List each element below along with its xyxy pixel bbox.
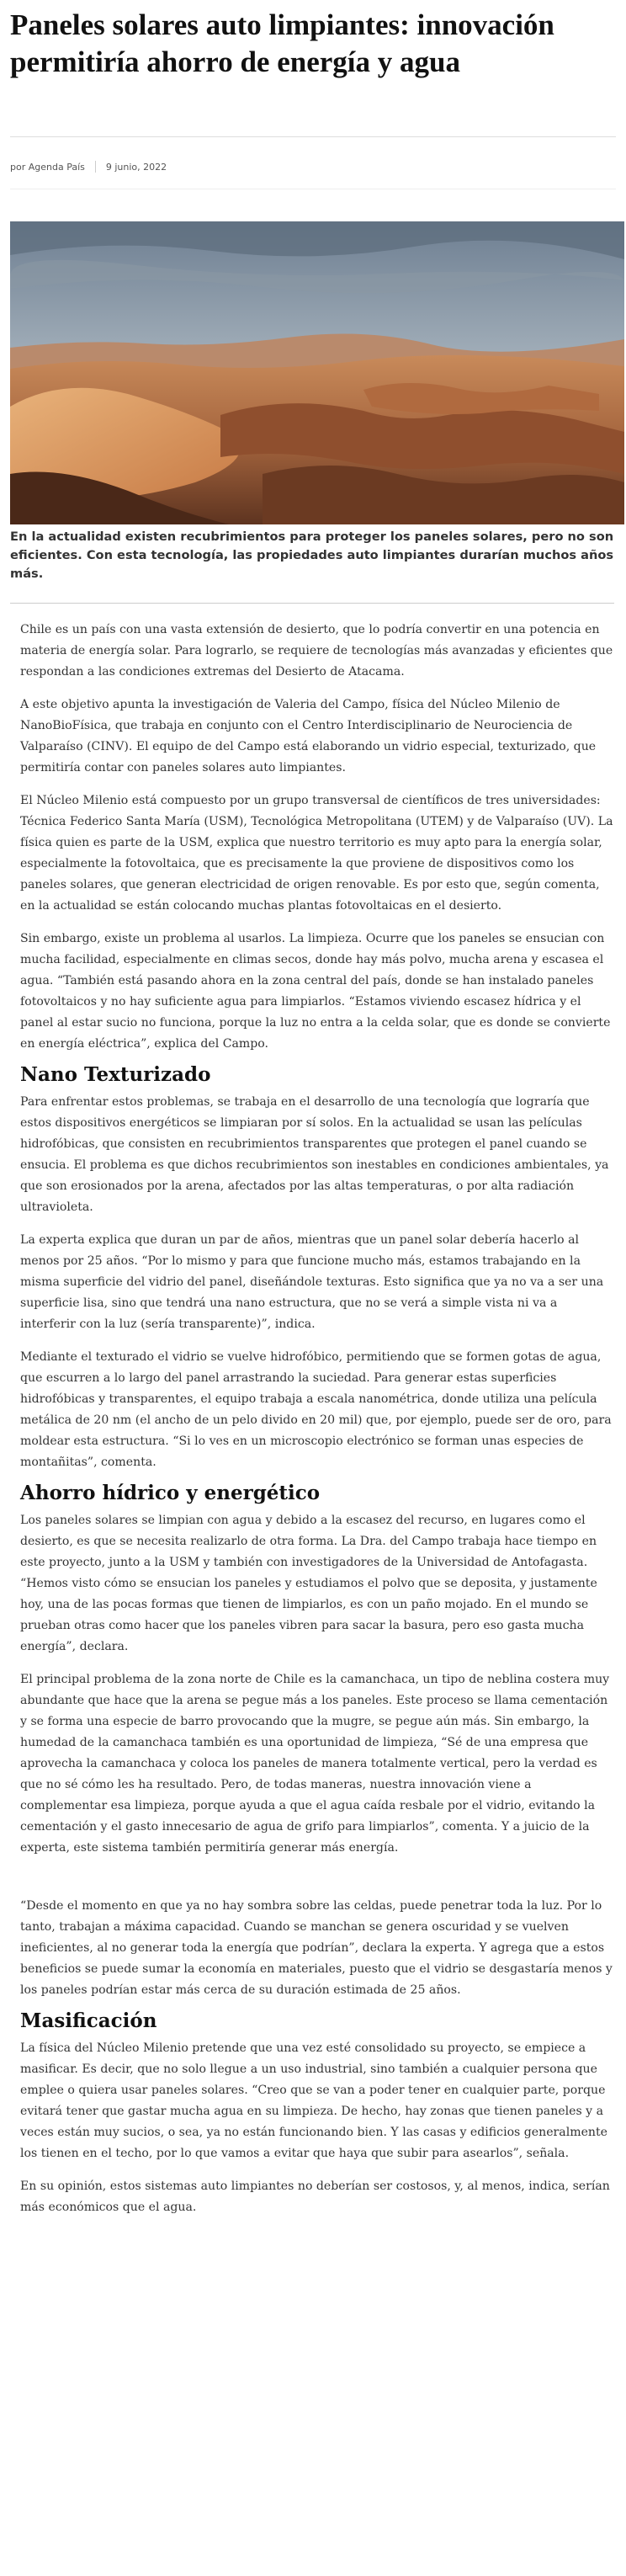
paragraph: A este objetivo apunta la investigación de Valeria del Campo, física del Núcleo Milenio de NanoBioFísica, que trabaja en conjunto con el Centro Interdisciplinario de Neurociencia de Valparaíso (CINV). El equipo de del Campo está elaborando un vidrio especial, texturizado, que permitiría contar con paneles solares auto limpiantes. xyxy=(20,698,597,774)
article-title: Paneles solares auto limpiantes: innovación permitiría ahorro de energía y agua xyxy=(10,8,554,78)
paragraph: El principal problema de la zona norte de Chile es la camanchaca, un tipo de neblina costera muy abundante que hace que la arena se pegue más a los paneles. Este proceso se llama cementación y se forma una especie de barro provocando que la mugre, se pegue aún más. Sin embargo, la humedad de la camanchaca también es una oportunidad de limpieza, “Sé de una empresa que aprovecha la camanchaca y coloca los paneles de manera totalmente vertical, pero la verdad es que no sé cómo les ha resultado. Pero, de todas maneras, nuestra innovación viene a complementar esa limpieza, porque ayuda a que el agua caída resbale por el vidrio, evitando la cementación y el gasto innecesario de agua de grifo para limpiarlos”, comenta. Y a juicio de la experta, este sistema también permitiría generar más energía. xyxy=(20,1673,610,1855)
caption-divider xyxy=(10,603,614,604)
hero-image xyxy=(10,221,624,524)
title-divider xyxy=(10,136,616,137)
byline xyxy=(10,161,167,173)
spacer xyxy=(20,1871,616,1896)
paragraph: La física del Núcleo Milenio pretende que una vez esté consolidado su proyecto, se empiece a masificar. Es decir, que no solo llegue a un uso industrial, sino también a cualquier persona que emplee o quiera usar paneles solares. “Creo que se van a poder tener en cualquier parte, porque evitará tener que gastar mucha agua en su limpieza. De hecho, hay zonas que tienen paneles y a veces están muy sucios, o sea, ya no están funcionando bien. Y las casas y edificios generalmente los tienen en el techo, por lo que vamos a evitar que haya que subir para asearlos”, señala. xyxy=(20,2041,607,2160)
paragraph: Los paneles solares se limpian con agua y debido a la escasez del recurso, en lugares como el desierto, es que se necesita realizarlo de otra forma. La Dra. del Campo trabaja hace tiempo en este proyecto, junto a la USM y también con investigadores de la Universidad de Antofagasta. “Hemos visto cómo se ensucian los paneles y estudiamos el polvo que se deposita, y justamente hoy, una de las pocas formas que tienen de limpiarlos, es con un paño mojado. En el mundo se prueban otras como hacer que los paneles vibren para sacar la basura, pero eso gasta mucha energía”, declara. xyxy=(20,1514,597,1653)
image-caption: En la actualidad existen recubrimientos para proteger los paneles solares, pero no son eficientes. Con esta tecnología, las propiedades auto limpiantes durarían muchos años más. xyxy=(10,530,614,581)
article-body xyxy=(20,620,616,2230)
section-heading-nano: Nano Texturizado xyxy=(20,1063,211,1086)
paragraph: Mediante el texturado el vidrio se vuelve hidrofóbico, permitiendo que se formen gotas de agua, que escurren a lo largo del panel arrastrando la suciedad. Para generar estas superficies hidrofóbicas y transparentes, el equipo trabaja a escala nanométrica, donde utiliza una película metálica de 20 nm (el ancho de un pelo divido en 20 mil) que, por ejemplo, puede ser de oro, para moldear esta estructura. “Si lo ves en un microscopio electrónico se forman unas especies de montañitas”, comenta. xyxy=(20,1350,612,1469)
publish-date: 9 junio, 2022 xyxy=(105,161,167,173)
section-heading-masificacion: Masificación xyxy=(20,2009,157,2032)
desert-landscape-illustration xyxy=(10,221,624,524)
paragraph: Chile es un país con una vasta extensión de desierto, que lo podría convertir en una potencia en materia de energía solar. Para lograrlo, se requiere de tecnologías más avanzadas y eficientes que respondan a las condiciones extremas del Desierto de Atacama. xyxy=(20,623,613,679)
byline-separator xyxy=(95,161,96,173)
paragraph: La experta explica que duran un par de años, mientras que un panel solar debería hacerlo al menos por 25 años. “Por lo mismo y para que funcione mucho más, estamos trabajando en la misma superficie del vidrio del panel, diseñándole texturas. Esto significa que ya no va a ser una superficie lisa, sino que tendrá una nano estructura, que no se verá a simple vista ni va a interferir con la luz (sería transparente)”, indica. xyxy=(20,1233,604,1331)
author-link[interactable]: por Agenda País xyxy=(10,161,85,173)
section-heading-ahorro: Ahorro hídrico y energético xyxy=(20,1482,321,1504)
paragraph: “Desde el momento en que ya no hay sombra sobre las celdas, puede penetrar toda la luz. Por lo tanto, trabajan a máxima capacidad. Cuando se manchan se genera oscuridad y se vuelven ineficientes, al no generar toda la energía que podrían”, declara la experta. Y agrega que a estos beneficios se puede sumar la economía en materiales, puesto que el vidrio se desgastaría menos y los paneles podrían estar más cerca de su duración estimada de 25 años. xyxy=(20,1899,613,1997)
paragraph: En su opinión, estos sistemas auto limpiantes no deberían ser costosos, y, al menos, indica, serían más económicos que el agua. xyxy=(20,2179,610,2214)
paragraph: El Núcleo Milenio está compuesto por un grupo transversal de científicos de tres universidades: Técnica Federico Santa María (USM), Tecnológica Metropolitana (UTEM) y de Valparaíso (UV). La física quien es parte de la USM, explica que nuestro territorio es muy apto para la energía solar, especialmente la fotovoltaica, que es precisamente la que proviene de dispositivos como los paneles solares, que generan electricidad de origen renovable. Es por esto que, según comenta, en la actualidad se están colocando muchas plantas fotovoltaicas en el desierto. xyxy=(20,794,613,913)
paragraph: Sin embargo, existe un problema al usarlos. La limpieza. Ocurre que los paneles se ensucian con mucha facilidad, especialmente en climas secos, donde hay más polvo, mucha arena y escasea el agua. “También está pasando ahora en la zona central del país, donde se han instalado paneles fotovoltaicos y no hay suficiente agua para limpiarlos. “Estamos viviendo escasez hídrica y el panel al estar sucio no funciona, porque la luz no entra a la celda solar, que es donde se convierte en energía eléctrica”, explica del Campo. xyxy=(20,932,611,1051)
paragraph: Para enfrentar estos problemas, se trabaja en el desarrollo de una tecnología que lograría que estos dispositivos energéticos se limpiaran por sí solos. En la actualidad se usan las películas hidrofóbicas, que consisten en recubrimientos transparentes que protegen el panel cuando se ensucia. El problema es que dichos recubrimientos son inestables en condiciones ambientales, ya que son erosionados por la arena, afectados por las altas temperaturas, o por alta radiación ultravioleta. xyxy=(20,1095,609,1214)
